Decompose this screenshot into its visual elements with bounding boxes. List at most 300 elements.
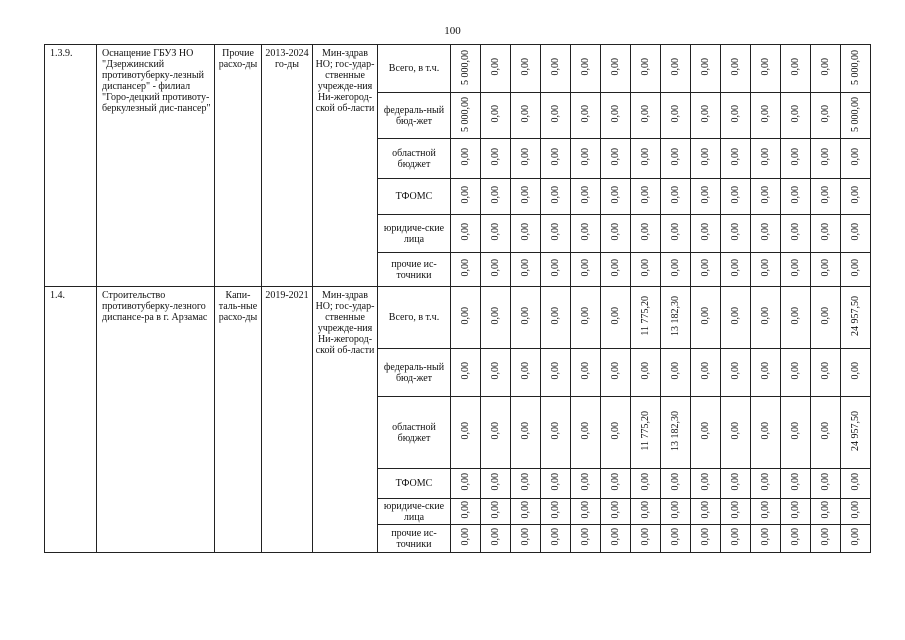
value-cell <box>631 499 661 525</box>
value-cell <box>481 139 511 179</box>
cell-value: 0,00 <box>460 501 471 519</box>
value-cell <box>481 349 511 397</box>
value-cell <box>661 179 691 215</box>
budget-table-body <box>45 45 871 553</box>
cell-value: 5 000,00 <box>850 96 861 132</box>
value-cell <box>811 215 841 253</box>
value-cell <box>451 287 481 349</box>
cell-value: 0,00 <box>760 58 771 76</box>
value-cell <box>631 525 661 553</box>
value-cell <box>781 287 811 349</box>
cell-value: 0,00 <box>730 259 741 277</box>
value-cell <box>601 215 631 253</box>
cell-value: 0,00 <box>850 501 861 519</box>
cell-value: 0,00 <box>700 422 711 440</box>
cell-value: 0,00 <box>670 528 681 546</box>
cell-value: 0,00 <box>520 105 531 123</box>
cell-value: 0,00 <box>580 105 591 123</box>
cell-value: 0,00 <box>730 105 741 123</box>
value-cell <box>691 499 721 525</box>
cell-value: 0,00 <box>790 58 801 76</box>
cell-value: 0,00 <box>460 223 471 241</box>
page-number: 100 <box>444 25 461 37</box>
value-cell <box>511 469 541 499</box>
value-cell <box>781 215 811 253</box>
value-cell <box>661 397 691 469</box>
value-cell <box>841 525 871 553</box>
value-cell <box>661 287 691 349</box>
cell-value: 0,00 <box>790 105 801 123</box>
value-cell <box>721 45 751 93</box>
cell-value: 0,00 <box>790 307 801 325</box>
value-cell <box>841 45 871 93</box>
cell-value: 0,00 <box>580 186 591 204</box>
cell-value: 0,00 <box>850 186 861 204</box>
funding-source: ТФОМС <box>378 179 451 215</box>
cell-value: 0,00 <box>580 501 591 519</box>
cell-value: 0,00 <box>610 528 621 546</box>
value-cell <box>451 349 481 397</box>
value-cell <box>811 469 841 499</box>
value-cell <box>571 499 601 525</box>
cell-value: 0,00 <box>640 259 651 277</box>
cell-value: 0,00 <box>550 259 561 277</box>
value-cell <box>841 397 871 469</box>
value-cell <box>601 397 631 469</box>
cell-value: 0,00 <box>490 528 501 546</box>
cell-value: 0,00 <box>640 58 651 76</box>
value-cell <box>751 397 781 469</box>
cell-value: 0,00 <box>700 105 711 123</box>
cell-value: 0,00 <box>790 528 801 546</box>
value-cell <box>601 287 631 349</box>
value-cell <box>631 469 661 499</box>
value-cell <box>541 45 571 93</box>
value-cell <box>511 215 541 253</box>
value-cell <box>751 499 781 525</box>
value-cell <box>511 349 541 397</box>
value-cell <box>781 179 811 215</box>
cell-value: 0,00 <box>820 307 831 325</box>
cell-value: 0,00 <box>670 259 681 277</box>
cell-value: 0,00 <box>760 148 771 166</box>
value-cell <box>721 139 751 179</box>
cell-value: 0,00 <box>490 422 501 440</box>
cell-value: 0,00 <box>730 422 741 440</box>
value-cell <box>541 525 571 553</box>
cell-value: 0,00 <box>820 58 831 76</box>
cell-value: 0,00 <box>610 473 621 491</box>
cell-value: 0,00 <box>700 528 711 546</box>
value-cell <box>781 499 811 525</box>
expense-category: Прочие расхо-ды <box>215 45 262 287</box>
cell-value: 0,00 <box>700 473 711 491</box>
value-cell <box>841 287 871 349</box>
value-cell <box>691 525 721 553</box>
value-cell <box>781 93 811 139</box>
cell-value: 0,00 <box>610 186 621 204</box>
cell-value: 0,00 <box>820 473 831 491</box>
executor: Мин-здрав НО; гос-удар-ственные учрежде-ния Ни-жегород-ской об-ласти <box>313 45 378 287</box>
value-cell <box>781 349 811 397</box>
cell-value: 0,00 <box>640 528 651 546</box>
cell-value: 24 957,50 <box>850 411 861 451</box>
funding-source: юридиче-ские лица <box>378 499 451 525</box>
value-cell <box>481 499 511 525</box>
cell-value: 24 957,50 <box>850 296 861 336</box>
cell-value: 0,00 <box>460 148 471 166</box>
value-cell <box>631 397 661 469</box>
value-cell <box>481 179 511 215</box>
value-cell <box>721 469 751 499</box>
cell-value: 0,00 <box>790 223 801 241</box>
cell-value: 0,00 <box>760 223 771 241</box>
value-cell <box>571 45 601 93</box>
cell-value: 0,00 <box>460 473 471 491</box>
value-cell <box>661 215 691 253</box>
value-cell <box>601 525 631 553</box>
value-cell <box>541 93 571 139</box>
value-cell <box>721 349 751 397</box>
funding-source: областной бюджет <box>378 397 451 469</box>
value-cell <box>511 499 541 525</box>
cell-value: 5 000,00 <box>850 49 861 85</box>
funding-source: федераль-ный бюд-жет <box>378 93 451 139</box>
value-cell <box>511 93 541 139</box>
cell-value: 0,00 <box>580 58 591 76</box>
cell-value: 0,00 <box>850 473 861 491</box>
cell-value: 13 182,30 <box>670 411 681 451</box>
cell-value: 0,00 <box>610 58 621 76</box>
value-cell <box>541 349 571 397</box>
table-row <box>45 287 871 349</box>
value-cell <box>451 499 481 525</box>
expense-category: Капи-таль-ные расхо-ды <box>215 287 262 553</box>
executor: Мин-здрав НО; гос-удар-ственные учрежде-ния Ни-жегород-ской об-ласти <box>313 287 378 553</box>
cell-value: 11 775,20 <box>640 411 651 451</box>
cell-value: 0,00 <box>550 422 561 440</box>
value-cell <box>721 215 751 253</box>
cell-value: 0,00 <box>790 473 801 491</box>
value-cell <box>841 349 871 397</box>
value-cell <box>541 287 571 349</box>
cell-value: 0,00 <box>610 148 621 166</box>
value-cell <box>811 525 841 553</box>
cell-value: 11 775,20 <box>640 296 651 336</box>
value-cell <box>751 45 781 93</box>
value-cell <box>811 349 841 397</box>
cell-value: 0,00 <box>760 259 771 277</box>
value-cell <box>541 499 571 525</box>
value-cell <box>481 45 511 93</box>
budget-table <box>44 44 871 553</box>
value-cell <box>751 253 781 287</box>
cell-value: 0,00 <box>820 501 831 519</box>
cell-value: 0,00 <box>760 362 771 380</box>
cell-value: 0,00 <box>490 148 501 166</box>
cell-value: 0,00 <box>460 528 471 546</box>
cell-value: 0,00 <box>730 186 741 204</box>
cell-value: 0,00 <box>760 105 771 123</box>
value-cell <box>481 215 511 253</box>
value-cell <box>661 349 691 397</box>
funding-source: областной бюджет <box>378 139 451 179</box>
cell-value: 0,00 <box>460 307 471 325</box>
value-cell <box>661 253 691 287</box>
value-cell <box>811 499 841 525</box>
cell-value: 0,00 <box>610 422 621 440</box>
cell-value: 0,00 <box>730 473 741 491</box>
cell-value: 0,00 <box>580 223 591 241</box>
cell-value: 0,00 <box>730 501 741 519</box>
value-cell <box>541 469 571 499</box>
cell-value: 0,00 <box>520 148 531 166</box>
cell-value: 0,00 <box>730 528 741 546</box>
cell-value: 0,00 <box>850 223 861 241</box>
cell-value: 0,00 <box>790 501 801 519</box>
value-cell <box>601 349 631 397</box>
value-cell <box>751 349 781 397</box>
cell-value: 0,00 <box>490 362 501 380</box>
value-cell <box>691 179 721 215</box>
cell-value: 0,00 <box>730 362 741 380</box>
cell-value: 0,00 <box>820 422 831 440</box>
implementation-period: 2019-2021 <box>262 287 313 553</box>
cell-value: 0,00 <box>610 259 621 277</box>
value-cell <box>811 287 841 349</box>
cell-value: 0,00 <box>520 501 531 519</box>
value-cell <box>661 469 691 499</box>
cell-value: 0,00 <box>790 259 801 277</box>
value-cell <box>601 93 631 139</box>
cell-value: 0,00 <box>790 148 801 166</box>
table-row <box>45 45 871 93</box>
value-cell <box>661 139 691 179</box>
item-name: Оснащение ГБУЗ НО "Дзержинский противотуберку-лезный диспансер" - филиал "Горо-децкий противоту-беркулезный дис-пансер" <box>97 45 215 287</box>
value-cell <box>751 179 781 215</box>
cell-value: 0,00 <box>670 362 681 380</box>
cell-value: 0,00 <box>850 148 861 166</box>
value-cell <box>631 179 661 215</box>
value-cell <box>631 253 661 287</box>
cell-value: 0,00 <box>730 307 741 325</box>
value-cell <box>451 215 481 253</box>
cell-value: 0,00 <box>730 58 741 76</box>
cell-value: 0,00 <box>850 259 861 277</box>
value-cell <box>841 139 871 179</box>
value-cell <box>631 139 661 179</box>
value-cell <box>511 45 541 93</box>
value-cell <box>751 139 781 179</box>
value-cell <box>811 397 841 469</box>
cell-value: 0,00 <box>580 528 591 546</box>
cell-value: 0,00 <box>520 259 531 277</box>
cell-value: 0,00 <box>550 473 561 491</box>
cell-value: 0,00 <box>580 422 591 440</box>
cell-value: 0,00 <box>460 422 471 440</box>
value-cell <box>721 397 751 469</box>
cell-value: 0,00 <box>640 362 651 380</box>
funding-source: юридиче-ские лица <box>378 215 451 253</box>
cell-value: 0,00 <box>700 501 711 519</box>
cell-value: 0,00 <box>820 528 831 546</box>
cell-value: 0,00 <box>700 186 711 204</box>
cell-value: 5 000,00 <box>460 49 471 85</box>
value-cell <box>451 469 481 499</box>
value-cell <box>601 179 631 215</box>
value-cell <box>751 93 781 139</box>
value-cell <box>571 469 601 499</box>
cell-value: 0,00 <box>610 223 621 241</box>
value-cell <box>601 499 631 525</box>
cell-value: 0,00 <box>850 362 861 380</box>
value-cell <box>751 469 781 499</box>
cell-value: 0,00 <box>610 307 621 325</box>
cell-value: 0,00 <box>520 528 531 546</box>
cell-value: 0,00 <box>820 259 831 277</box>
value-cell <box>451 93 481 139</box>
funding-source: Всего, в т.ч. <box>378 45 451 93</box>
value-cell <box>541 179 571 215</box>
funding-source: прочие ис-точники <box>378 525 451 553</box>
value-cell <box>661 45 691 93</box>
value-cell <box>511 287 541 349</box>
cell-value: 0,00 <box>670 473 681 491</box>
cell-value: 0,00 <box>760 501 771 519</box>
value-cell <box>571 93 601 139</box>
value-cell <box>691 287 721 349</box>
cell-value: 0,00 <box>610 362 621 380</box>
value-cell <box>751 215 781 253</box>
cell-value: 0,00 <box>700 259 711 277</box>
cell-value: 0,00 <box>670 105 681 123</box>
cell-value: 0,00 <box>670 148 681 166</box>
cell-value: 0,00 <box>550 223 561 241</box>
value-cell <box>481 469 511 499</box>
value-cell <box>481 253 511 287</box>
value-cell <box>721 499 751 525</box>
cell-value: 0,00 <box>490 223 501 241</box>
value-cell <box>841 93 871 139</box>
cell-value: 0,00 <box>700 307 711 325</box>
cell-value: 0,00 <box>520 362 531 380</box>
value-cell <box>451 253 481 287</box>
cell-value: 0,00 <box>790 362 801 380</box>
value-cell <box>631 349 661 397</box>
cell-value: 0,00 <box>640 223 651 241</box>
cell-value: 0,00 <box>490 186 501 204</box>
value-cell <box>691 469 721 499</box>
cell-value: 0,00 <box>580 362 591 380</box>
value-cell <box>571 179 601 215</box>
value-cell <box>631 45 661 93</box>
value-cell <box>811 93 841 139</box>
cell-value: 0,00 <box>760 186 771 204</box>
cell-value: 0,00 <box>520 422 531 440</box>
value-cell <box>721 287 751 349</box>
value-cell <box>481 287 511 349</box>
value-cell <box>721 93 751 139</box>
value-cell <box>691 349 721 397</box>
value-cell <box>841 253 871 287</box>
value-cell <box>451 525 481 553</box>
cell-value: 0,00 <box>610 501 621 519</box>
cell-value: 0,00 <box>460 362 471 380</box>
value-cell <box>481 397 511 469</box>
cell-value: 5 000,00 <box>460 96 471 132</box>
cell-value: 0,00 <box>520 307 531 325</box>
value-cell <box>691 93 721 139</box>
value-cell <box>661 499 691 525</box>
value-cell <box>601 469 631 499</box>
cell-value: 0,00 <box>550 501 561 519</box>
value-cell <box>751 525 781 553</box>
cell-value: 0,00 <box>700 148 711 166</box>
cell-value: 0,00 <box>760 422 771 440</box>
cell-value: 0,00 <box>670 223 681 241</box>
value-cell <box>841 469 871 499</box>
cell-value: 0,00 <box>670 58 681 76</box>
cell-value: 0,00 <box>640 473 651 491</box>
value-cell <box>841 215 871 253</box>
cell-value: 0,00 <box>760 307 771 325</box>
cell-value: 0,00 <box>460 186 471 204</box>
value-cell <box>601 139 631 179</box>
value-cell <box>451 179 481 215</box>
cell-value: 0,00 <box>520 58 531 76</box>
cell-value: 0,00 <box>550 528 561 546</box>
value-cell <box>571 215 601 253</box>
item-name: Строительство противотуберку-лезного диспансе-ра в г. Арзамас <box>97 287 215 553</box>
item-number: 1.3.9. <box>45 45 97 287</box>
value-cell <box>451 45 481 93</box>
cell-value: 0,00 <box>520 473 531 491</box>
value-cell <box>451 397 481 469</box>
value-cell <box>751 287 781 349</box>
item-number: 1.4. <box>45 287 97 553</box>
cell-value: 0,00 <box>490 259 501 277</box>
cell-value: 0,00 <box>490 501 501 519</box>
value-cell <box>571 525 601 553</box>
cell-value: 0,00 <box>550 148 561 166</box>
cell-value: 0,00 <box>640 105 651 123</box>
cell-value: 0,00 <box>490 58 501 76</box>
value-cell <box>811 179 841 215</box>
cell-value: 0,00 <box>640 186 651 204</box>
implementation-period: 2013-2024 го-ды <box>262 45 313 287</box>
value-cell <box>571 287 601 349</box>
value-cell <box>571 349 601 397</box>
value-cell <box>451 139 481 179</box>
value-cell <box>541 253 571 287</box>
funding-source: федераль-ный бюд-жет <box>378 349 451 397</box>
cell-value: 0,00 <box>670 186 681 204</box>
cell-value: 0,00 <box>820 148 831 166</box>
cell-value: 0,00 <box>820 362 831 380</box>
value-cell <box>631 287 661 349</box>
value-cell <box>781 469 811 499</box>
funding-source: Всего, в т.ч. <box>378 287 451 349</box>
value-cell <box>811 45 841 93</box>
cell-value: 0,00 <box>700 223 711 241</box>
cell-value: 0,00 <box>820 105 831 123</box>
cell-value: 0,00 <box>700 58 711 76</box>
cell-value: 0,00 <box>520 223 531 241</box>
cell-value: 0,00 <box>520 186 531 204</box>
value-cell <box>661 93 691 139</box>
value-cell <box>721 525 751 553</box>
value-cell <box>721 179 751 215</box>
